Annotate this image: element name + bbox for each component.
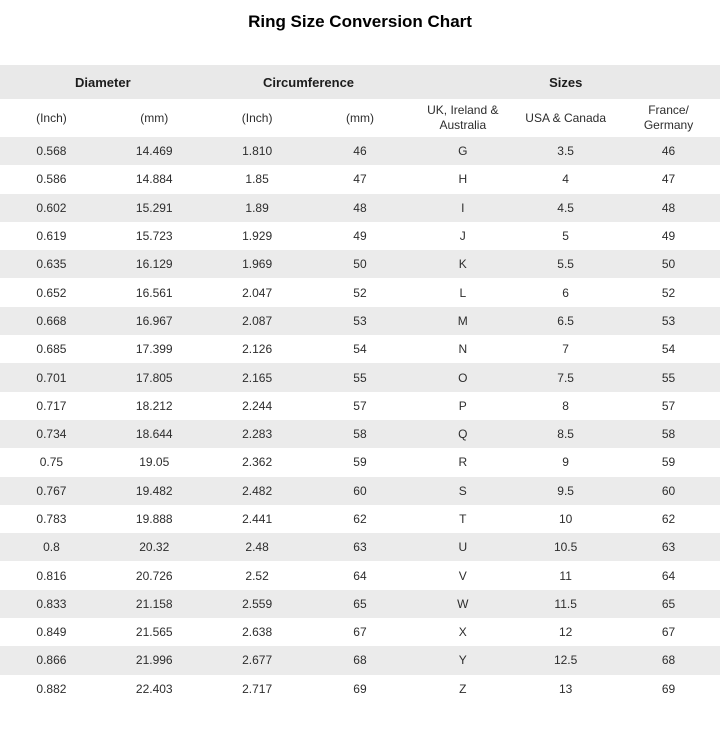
table-row [0, 165, 720, 193]
page-title: Ring Size Conversion Chart [248, 12, 472, 31]
table-row [0, 392, 720, 420]
column-header-row [0, 99, 720, 137]
table-cell: 1.969 [242, 257, 273, 272]
table-row [0, 278, 720, 306]
table-cell: 17.399 [135, 342, 173, 357]
table-cell: T [459, 512, 467, 526]
table-cell: 2.087 [242, 313, 273, 328]
column-header-usa-canada: USA & Canada [514, 99, 617, 137]
table-cell: 0.75 [39, 455, 64, 470]
table-cell: H [458, 172, 468, 187]
column-header-circumference-mm: (mm) [309, 99, 412, 137]
table-cell: 16.129 [135, 257, 173, 272]
table-cell: N [458, 342, 468, 357]
table-cell: Y [458, 653, 467, 668]
table-cell: 0.734 [36, 427, 67, 442]
table-cell: 65 [661, 596, 676, 611]
table-cell: U [458, 540, 468, 555]
group-header-sizes: Sizes [411, 65, 720, 99]
table-cell: Z [459, 681, 467, 696]
table-cell: 0.833 [36, 596, 67, 611]
table-cell: 13 [558, 681, 573, 696]
table-cell: 21.565 [135, 625, 173, 640]
table-cell: 62 [353, 512, 367, 526]
table-cell: 59 [661, 455, 676, 470]
table-row [0, 646, 720, 674]
table-cell: Q [458, 427, 468, 442]
table-cell: 58 [661, 427, 676, 442]
table-cell: 54 [661, 342, 676, 357]
table-cell: 2.677 [242, 653, 273, 668]
table-cell: 64 [353, 568, 367, 583]
table-cell: 65 [353, 596, 367, 611]
table-cell: 60 [661, 483, 676, 498]
table-cell: 0.767 [36, 483, 67, 498]
table-cell: 15.723 [135, 229, 173, 244]
table-row [0, 307, 720, 335]
table-cell: 7 [562, 342, 569, 357]
table-cell: 0.866 [36, 653, 67, 668]
table-cell: 2.559 [242, 596, 273, 611]
table-cell: 20.32 [139, 540, 170, 555]
table-cell: 11 [559, 568, 572, 583]
table-cell: 9.5 [557, 483, 574, 498]
group-header-diameter: Diameter [0, 65, 206, 99]
table-cell: 69 [661, 681, 676, 696]
table-cell: 60 [353, 483, 367, 498]
table-row [0, 505, 720, 533]
table-cell: 52 [353, 285, 367, 300]
table-cell: 0.8 [43, 540, 60, 555]
table-cell: 3.5 [557, 144, 574, 159]
table-row [0, 675, 720, 703]
table-cell: 69 [353, 681, 367, 696]
table-row [0, 137, 720, 165]
table-cell: 2.047 [242, 285, 273, 300]
table-cell: 55 [661, 370, 676, 385]
table-cell: 0.882 [36, 681, 67, 696]
table-row [0, 477, 720, 505]
table-cell: X [458, 625, 467, 640]
table-cell: 0.635 [36, 257, 67, 272]
table-cell: 18.212 [135, 398, 173, 413]
table-cell: O [458, 370, 468, 385]
table-cell: 63 [353, 540, 367, 555]
table-cell: 0.619 [36, 229, 67, 244]
table-cell: 2.52 [245, 568, 269, 583]
table-cell: 0.816 [36, 568, 67, 583]
table-cell: 0.602 [36, 200, 67, 215]
table-cell: 0.586 [36, 172, 67, 187]
table-cell: 0.685 [36, 342, 67, 357]
table-cell: 50 [353, 257, 367, 272]
table-cell: 14.884 [135, 172, 173, 187]
table-cell: 48 [661, 200, 676, 215]
table-row [0, 363, 720, 391]
table-cell: 2.126 [242, 342, 273, 357]
table-cell: 14.469 [135, 144, 173, 159]
table-row [0, 194, 720, 222]
table-cell: 55 [353, 370, 367, 385]
table-cell: 15.291 [135, 200, 173, 215]
table-row [0, 533, 720, 561]
table-cell: I [461, 200, 465, 215]
table-cell: 50 [661, 257, 676, 272]
table-cell: 2.638 [242, 625, 273, 640]
table-cell: 0.568 [36, 144, 67, 159]
table-cell: 2.244 [242, 398, 273, 413]
table-cell: 62 [661, 512, 676, 526]
table-cell: 47 [353, 172, 367, 187]
table-cell: 0.849 [36, 625, 67, 640]
table-cell: 53 [353, 313, 367, 328]
table-cell: 16.967 [135, 313, 173, 328]
column-header-diameter-inch: (Inch) [0, 99, 103, 137]
table-cell: 2.717 [242, 681, 273, 696]
table-cell: 18.644 [135, 427, 173, 442]
table-cell: P [458, 398, 467, 413]
table-cell: 4.5 [557, 200, 574, 215]
table-cell: 49 [661, 229, 676, 244]
table-cell: 2.48 [245, 540, 269, 555]
table-cell: J [459, 229, 466, 244]
group-header-row [0, 65, 720, 99]
ring-size-conversion-table [0, 65, 720, 703]
table-cell: 19.05 [139, 455, 170, 470]
group-header-circumference: Circumference [206, 65, 412, 99]
table-cell: 58 [353, 427, 367, 442]
table-cell: 57 [353, 398, 367, 413]
table-cell: 64 [661, 568, 676, 583]
table-cell: 12.5 [553, 653, 578, 668]
table-cell: 2.283 [242, 427, 273, 442]
table-cell: 5 [562, 229, 569, 244]
table-cell: 12 [558, 625, 573, 640]
table-cell: 0.783 [36, 512, 67, 526]
table-cell: 68 [661, 653, 676, 668]
table-cell: 0.717 [36, 398, 67, 413]
table-cell: 17.805 [135, 370, 173, 385]
table-cell: 63 [661, 540, 676, 555]
table-cell: 57 [661, 398, 676, 413]
table-cell: 9 [562, 455, 569, 470]
table-row [0, 335, 720, 363]
table-cell: 6 [562, 285, 569, 300]
table-cell: 1.89 [245, 200, 269, 215]
table-cell: M [457, 313, 468, 328]
table-cell: 8.5 [557, 427, 574, 442]
table-cell: 22.403 [135, 681, 173, 696]
table-cell: 1.85 [245, 172, 269, 187]
table-body [0, 137, 720, 703]
table-cell: K [458, 257, 467, 272]
table-cell: 68 [353, 653, 367, 668]
table-cell: 10 [558, 512, 573, 526]
table-cell: 2.165 [242, 370, 273, 385]
table-cell: 10.5 [553, 540, 578, 555]
table-row [0, 420, 720, 448]
table-cell: 6.5 [557, 313, 574, 328]
column-header-uk-ireland-australia: UK, Ireland & Australia [411, 99, 514, 137]
table-cell: W [457, 596, 469, 611]
table-cell: 19.482 [135, 483, 173, 498]
table-cell: R [458, 455, 468, 470]
table-cell: V [458, 568, 467, 583]
table-cell: 1.929 [242, 229, 273, 244]
table-cell: 11.5 [554, 596, 577, 611]
table-row [0, 448, 720, 476]
table-cell: 16.561 [135, 285, 173, 300]
column-header-diameter-mm: (mm) [103, 99, 206, 137]
table-cell: 21.158 [135, 596, 173, 611]
table-cell: 59 [353, 455, 367, 470]
table-row [0, 250, 720, 278]
table-row [0, 618, 720, 646]
table-cell: 2.362 [242, 455, 273, 470]
table-row [0, 590, 720, 618]
table-cell: 4 [562, 172, 569, 187]
table-cell: S [458, 483, 467, 498]
table-cell: 48 [353, 200, 367, 215]
table-row [0, 561, 720, 589]
table-cell: 46 [353, 144, 367, 159]
table-cell: 0.701 [36, 370, 67, 385]
table-cell: 0.668 [36, 313, 67, 328]
table-cell: 49 [353, 229, 367, 244]
table-cell: 54 [353, 342, 367, 357]
table-cell: 7.5 [557, 370, 574, 385]
table-cell: 5.5 [557, 257, 574, 272]
column-header-france-germany: France/ Germany [617, 99, 720, 137]
table-cell: 2.441 [242, 512, 273, 526]
table-cell: 20.726 [135, 568, 173, 583]
table-cell: 1.810 [242, 144, 273, 159]
table-cell: 47 [661, 172, 676, 187]
table-cell: 52 [661, 285, 676, 300]
table-cell: G [458, 144, 468, 159]
table-cell: 53 [661, 313, 676, 328]
column-header-circumference-inch: (Inch) [206, 99, 309, 137]
table-cell: 21.996 [135, 653, 173, 668]
table-cell: 0.652 [36, 285, 67, 300]
table-row [0, 222, 720, 250]
table-cell: 8 [562, 398, 569, 413]
table-cell: 67 [661, 625, 676, 640]
table-cell: 46 [661, 144, 676, 159]
table-cell: 2.482 [242, 483, 273, 498]
table-cell: 67 [353, 625, 367, 640]
table-cell: L [459, 285, 467, 300]
table-cell: 19.888 [135, 512, 173, 526]
